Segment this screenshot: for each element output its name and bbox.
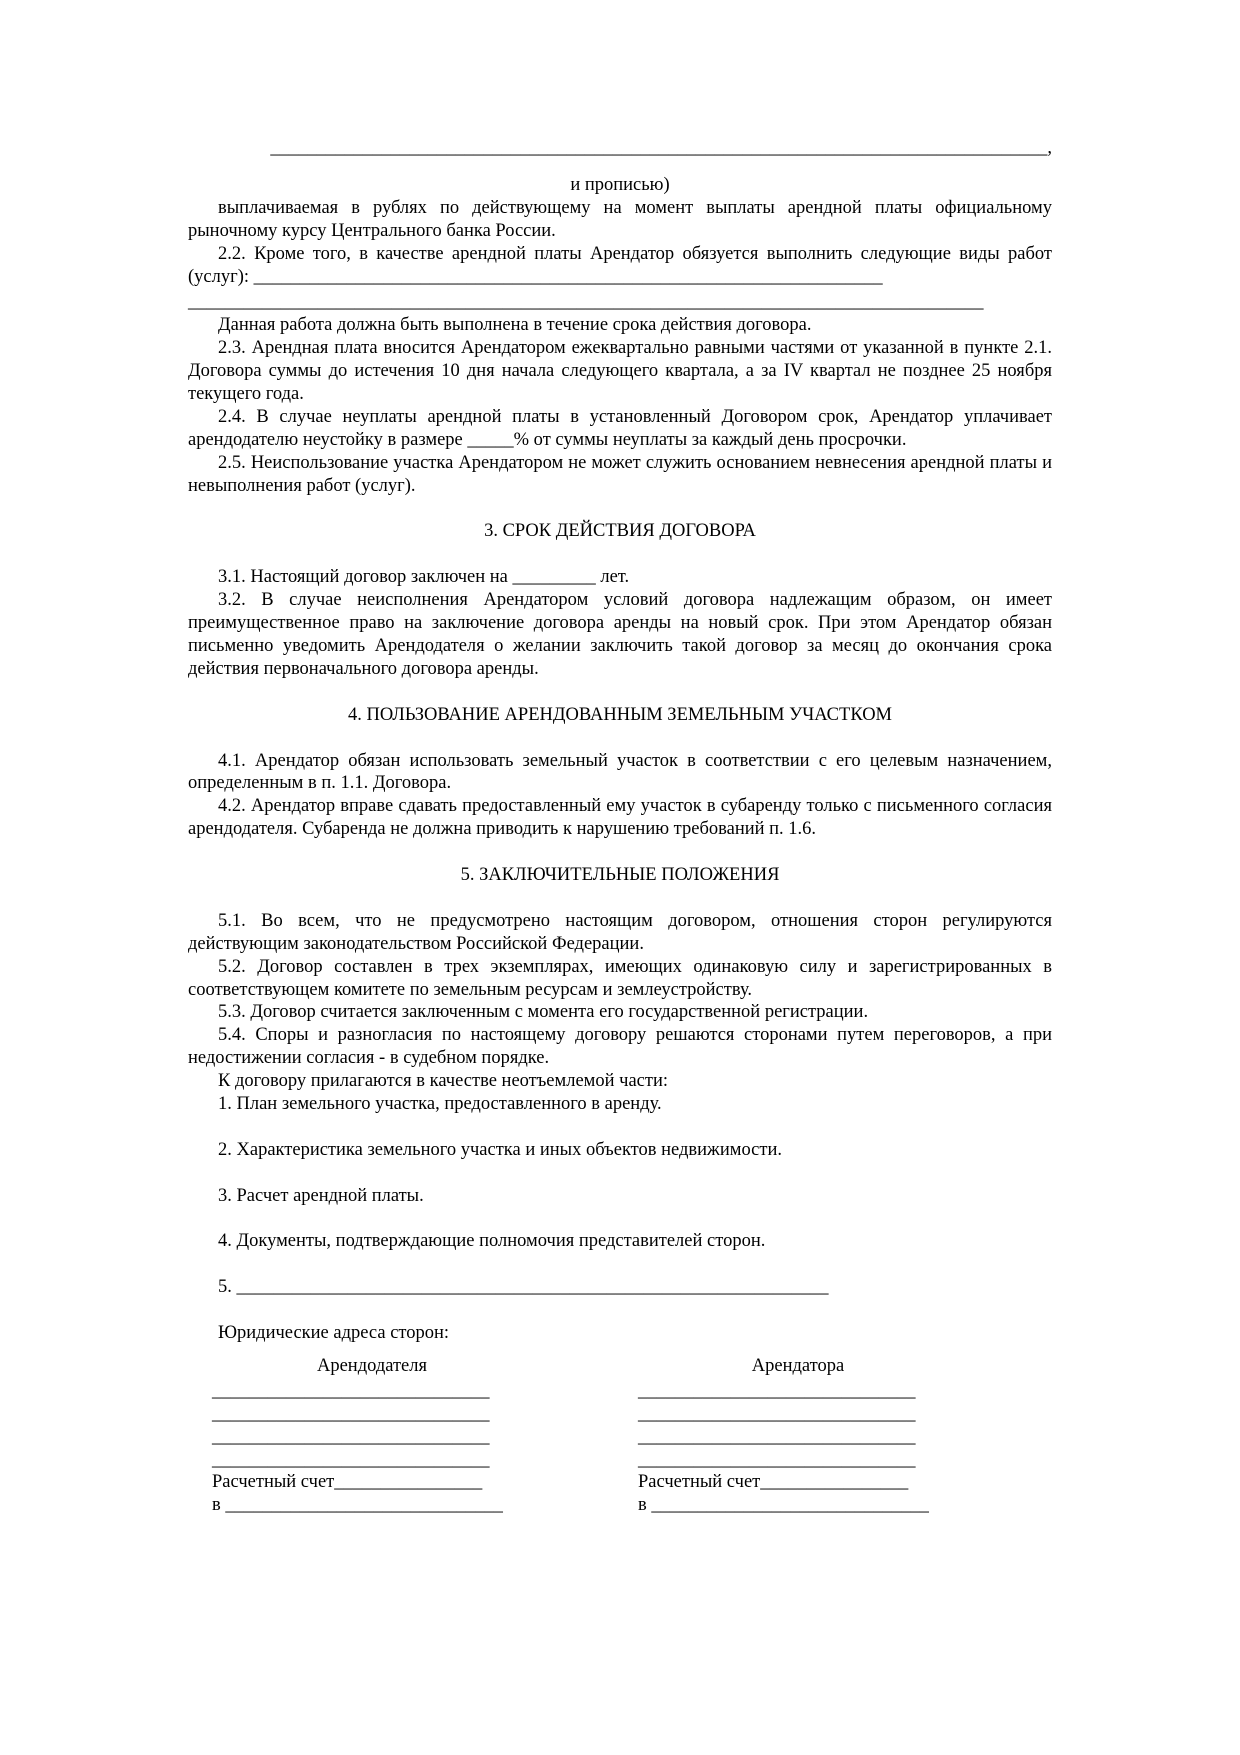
address-blank-line: ______________________________ [212,1403,490,1424]
section-4-heading: 4. ПОЛЬЗОВАНИЕ АРЕНДОВАННЫМ ЗЕМЕЛЬНЫМ УЧАСТКОМ [347,704,893,725]
bank-line: в ______________________________ [638,1495,929,1516]
paragraph-4-2: 4.2. Арендатор вправе сдавать предоставленный ему участок в субаренду только с письменного согласия арендодателя. Субаренда не должна приводить к нарушению требований п. 1.6. [188,796,1052,840]
address-blank-line: ______________________________ [638,1380,916,1401]
amount-words-hint: и прописью) [570,174,670,195]
signature-block [188,1355,1052,1517]
bank-line: в ______________________________ [212,1495,503,1516]
paragraph-2-4: 2.4. В случае неуплаты арендной платы в установленный Договором срок, Арендатор уплачивает арендодателю неустойку в размере _____% от суммы неуплаты за каждый день просрочки. [188,406,1052,450]
paragraph-3-2: 3.2. В случае неисполнения Арендатором условий договора надлежащим образом, он имеет преимущественное право на заключение договора аренды на новый срок. При этом Арендатор обязан письменно уведомить Арендодателя о желании заключить такой договор за месяц до окончания срока действия первоначального договора аренды. [188,590,1052,679]
paragraph-4-1: 4.1. Арендатор обязан использовать земельный участок в соответствии с его целевым назначением, определенным в п. 1.1. Договора. [188,750,1052,794]
section-3-heading: 3. СРОК ДЕЙСТВИЯ ДОГОВОРА [484,521,756,542]
paragraph-currency: выплачиваемая в рублях по действующему на момент выплаты арендной платы официальному рыночному курсу Центрального банка России. [188,197,1052,241]
annex-item: 4. Документы, подтверждающие полномочия представителей сторон. [218,1231,766,1252]
addresses-title: Юридические адреса сторон: [218,1323,450,1344]
tenant-column [638,1355,958,1517]
annex-item: 1. План земельного участка, предоставленного в аренду. [218,1094,662,1115]
section-5-heading: 5. ЗАКЛЮЧИТЕЛЬНЫЕ ПОЛОЖЕНИЯ [460,865,780,886]
paragraph-work-term: Данная работа должна быть выполнена в течение срока действия договора. [218,315,812,336]
address-blank-line: ______________________________ [638,1403,916,1424]
amount-blank-line: ____________________________________________________________________________________, [270,138,1052,158]
paragraph-3-1: 3.1. Настоящий договор заключен на _________ лет. [218,567,630,588]
account-line: Расчетный счет________________ [212,1472,483,1493]
account-line: Расчетный счет________________ [638,1472,909,1493]
address-blank-line: ______________________________ [638,1449,916,1470]
document-page [188,137,1052,1517]
annex-item: 3. Расчет арендной платы. [218,1185,424,1206]
tenant-label: Арендатора [751,1355,845,1376]
paragraph-5-3: 5.3. Договор считается заключенным с момента его государственной регистрации. [218,1002,869,1023]
address-blank-line: ______________________________ [212,1380,490,1401]
paragraph-5-4: 5.4. Споры и разногласия по настоящему договору решаются сторонами путем переговоров, а при недостижении согласия - в судебном порядке. [188,1025,1052,1069]
paragraph-5-1: 5.1. Во всем, что не предусмотрено настоящим договором, отношения сторон регулируются действующим законодательством Российской Федерации. [188,910,1052,954]
annex-item: 2. Характеристика земельного участка и иных объектов недвижимости. [218,1139,782,1160]
paragraph-2-3: 2.3. Арендная плата вносится Арендатором ежеквартально равными частями от указанной в пункте 2.1. Договора суммы до истечения 10 дня начала следующего квартала, а за IV квартал не позднее 25 ноября текущего года. [188,338,1052,405]
address-blank-line: ______________________________ [638,1426,916,1447]
paragraph-5-2: 5.2. Договор составлен в трех экземплярах, имеющих одинаковую силу и зарегистрированных в соответствующем комитете по земельным ресурсам и землеустройству. [188,956,1052,1000]
address-blank-line: ______________________________ [212,1449,490,1470]
landlord-column [212,1355,532,1517]
paragraph-2-2: 2.2. Кроме того, в качестве арендной платы Арендатор обязуется выполнить следующие виды работ (услуг): ____________________________________________________________________ [188,243,1052,287]
works-blank-line: ______________________________________________________________________________________ [188,292,984,313]
paragraph-2-5: 2.5. Неиспользование участка Арендатором не может служить основанием невнесения арендной платы и невыполнения работ (услуг). [188,452,1052,496]
landlord-label: Арендодателя [316,1355,428,1376]
annex-intro: К договору прилагаются в качестве неотъемлемой части: [218,1071,669,1092]
address-blank-line: ______________________________ [212,1426,490,1447]
annex-item: 5. ________________________________________________________________ [218,1277,829,1298]
